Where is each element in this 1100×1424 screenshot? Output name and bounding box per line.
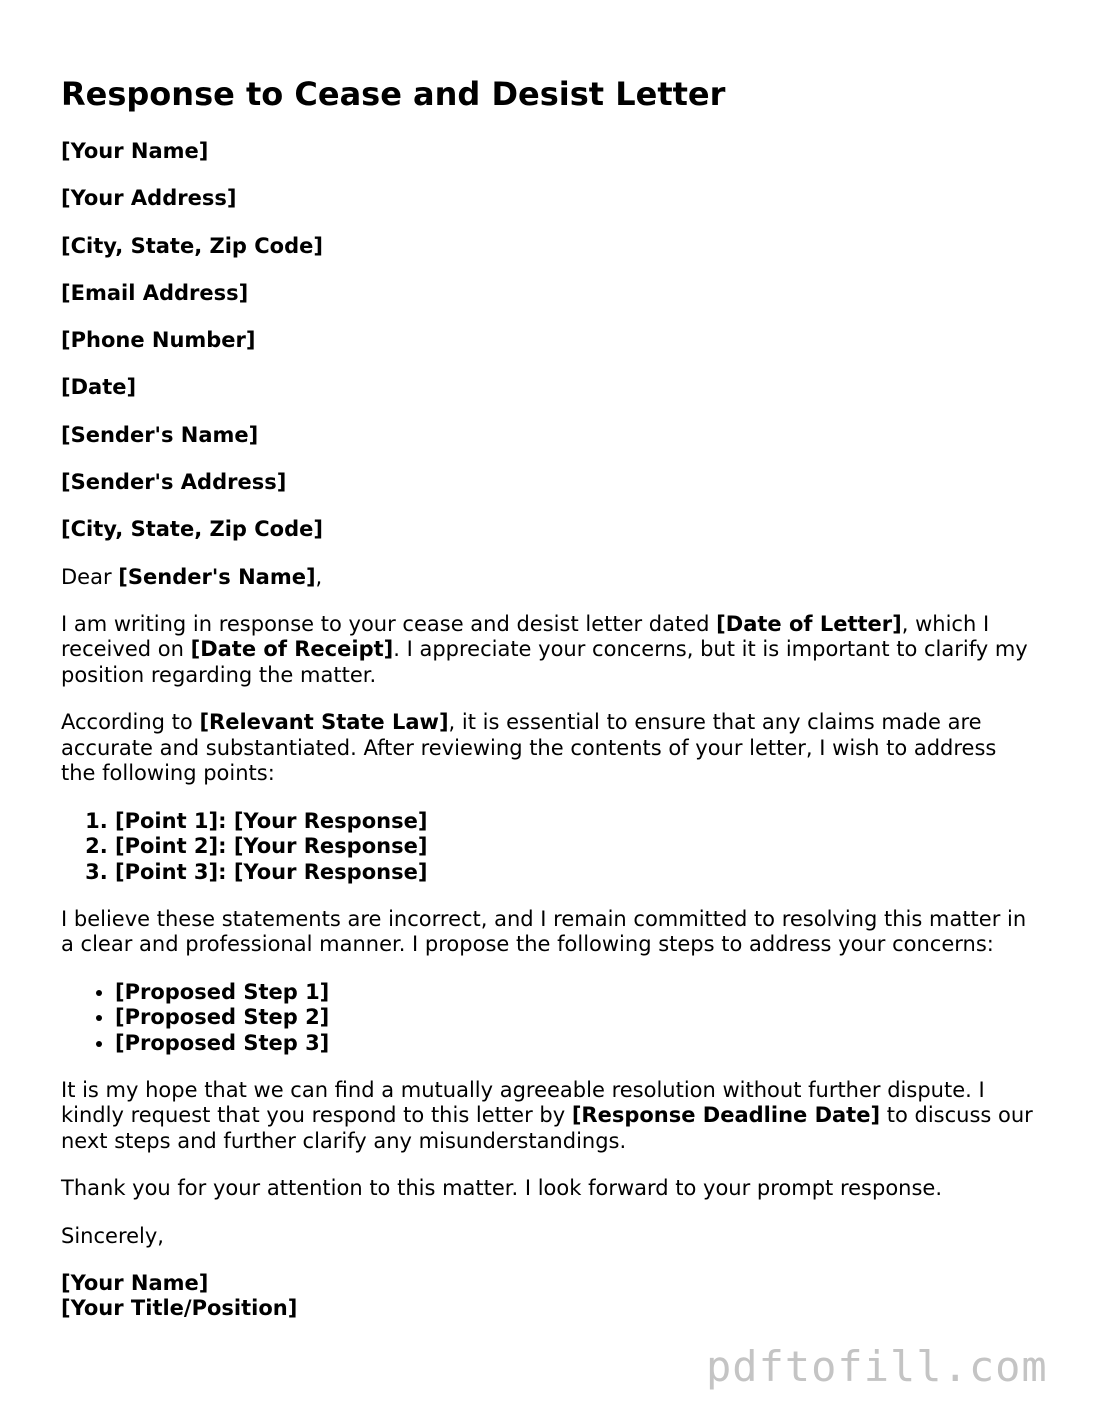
sender-address-line: [Your Address] (61, 186, 237, 211)
page-title: Response to Cease and Desist Letter (61, 75, 726, 113)
list-item: 1. [Point 1]: [Your Response] (115, 809, 1036, 835)
list-item: • [Proposed Step 2] (115, 1005, 1036, 1031)
date-line: [Date] (61, 375, 137, 400)
salutation: Dear [Sender's Name], (61, 564, 323, 589)
sender-city-line: [City, State, Zip Code] (61, 233, 323, 258)
paragraph-intro: I am writing in response to your cease and desist letter dated [Date of Letter], which I received on [Date of Receipt]. I appreciate your concerns, but it is important to clarify my position regarding the matter. (61, 611, 1028, 687)
watermark: pdftofill.com (706, 1342, 1048, 1391)
list-item: • [Proposed Step 1] (115, 980, 1036, 1006)
list-item: 2. [Point 2]: [Your Response] (115, 834, 1036, 860)
recipient-address-line: [Sender's Address] (61, 470, 287, 495)
paragraph-belief: I believe these statements are incorrect, and I remain committed to resolving this matter in a clear and professional manner. I propose the following steps to address your concerns: (61, 906, 1027, 957)
letter-body (61, 139, 1036, 1322)
signature-title: [Your Title/Position] (61, 1296, 298, 1321)
sender-email-line: [Email Address] (61, 280, 249, 305)
recipient-name-line: [Sender's Name] (61, 422, 259, 447)
signature-name: [Your Name] (61, 1270, 209, 1295)
paragraph-thanks: Thank you for your attention to this matter. I look forward to your prompt response. (61, 1176, 943, 1201)
sender-phone-line: [Phone Number] (61, 328, 256, 353)
recipient-city-line: [City, State, Zip Code] (61, 517, 323, 542)
steps-list (61, 980, 1036, 1057)
sender-name-line: [Your Name] (61, 139, 209, 163)
points-list (61, 809, 1036, 886)
list-item: • [Proposed Step 3] (115, 1031, 1036, 1057)
closing: Sincerely, (61, 1223, 164, 1248)
paragraph-law: According to [Relevant State Law], it is essential to ensure that any claims made are accurate and substantiated. After reviewing the contents of your letter, I wish to address the following points: (61, 710, 997, 786)
list-item: 3. [Point 3]: [Your Response] (115, 860, 1036, 886)
paragraph-hope: It is my hope that we can find a mutually agreeable resolution without further dispute. I kindly request that you respond to this letter by [Response Deadline Date] to discuss our next steps and further clarify any misunderstandings. (61, 1077, 1033, 1153)
